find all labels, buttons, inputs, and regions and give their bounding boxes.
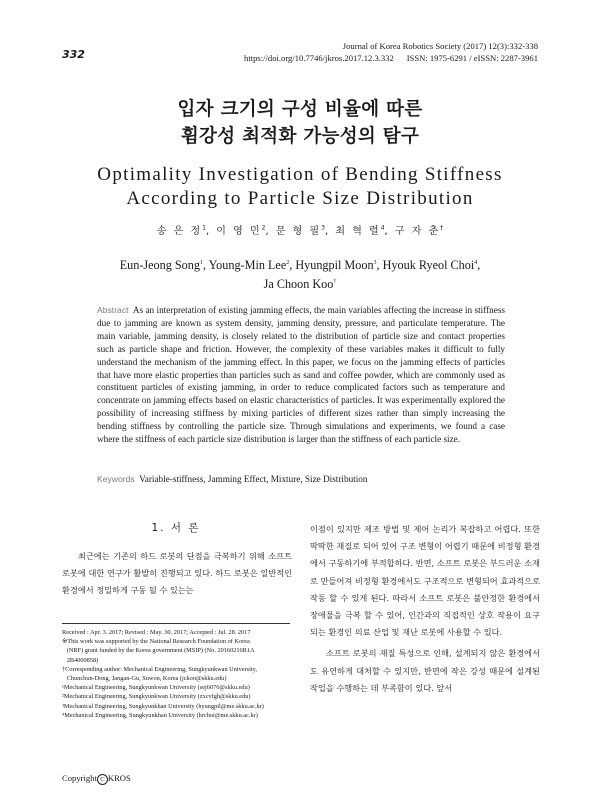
footnote: ※This work was supported by the National Research Foundation of Korea (NRF) grant funded by the Korea government (MSIP) (No. 20160216R1A 2B4009858) bbox=[62, 638, 255, 664]
english-title-line1: Optimality Investigation of Bending Stiffness bbox=[97, 164, 503, 185]
doi-issn-line: https://doi.org/10.7746/jkros.2017.12.3.332 ISSN: 1975-6291 / eISSN: 2287-3961 bbox=[244, 53, 538, 63]
korean-author: 구 자 춘 bbox=[394, 226, 441, 237]
english-author: Hyouk Ryeol Choi bbox=[382, 258, 475, 273]
footnote-divider bbox=[62, 623, 290, 624]
english-title-line2: According to Particle Size Distribution bbox=[126, 188, 474, 209]
keywords bbox=[97, 474, 505, 484]
abstract-text: As an interpretation of existing jamming effects, the main variables affecting the increase in stiffness due to jamming are known as system density, jamming density, pressure, and particulate temperature. The main variable, jamming density, is closely related to the distribution of particle size and contact properties such as particle shape and friction. However, the complexity of these variables makes it difficult to fully understand the mechanism of the jamming effect. In this paper, we focus on the jamming effects of particles that have more elastic properties than particles such as sand and coffee powder, which are commonly used as constituent particles of existing jamming, in order to reduce complicated factors such as temperature and concentrate on jamming effects based on elastic characteristics of particles. It was experimentally explored the possibility of increasing stiffness by mixing particles of different sizes rather than simply increasing the bending stiffness by controlling the particle size. Through simulations and experiments, we found a case where the stiffness of each particle size distribution is larger than the stiffness of each particle size. bbox=[97, 305, 505, 445]
body-paragraph: 소프트 로봇의 재질 특성으로 인해, 설계되지 않은 환경에서도 유연하게 대처할 수 있지만, 반면에 작은 강성 때문에 설계된 작업을 수행하는 데 부족함이 있다. 앞서 bbox=[310, 648, 540, 693]
english-authors: Eun-Jeong Song$^1$, Young-Min Lee$^2$, Hyungpil Moon$^3$, Hyouk Ryeol Choi$^4$, Ja Choon Koo† bbox=[119, 258, 481, 292]
author-affiliation-mark: 4 bbox=[380, 224, 385, 232]
author-affiliation-mark: † bbox=[440, 224, 444, 232]
footnote: ⁴Mechanical Engineering, Sungkyunkhan University (hrchoi@me.skku.ac.kr) bbox=[62, 711, 258, 719]
copyright-icon: C bbox=[97, 774, 108, 785]
english-author: Young-Min Lee bbox=[208, 258, 287, 273]
abstract bbox=[97, 304, 505, 446]
footnote: ²Mechanical Engineering, Sungkyunkwan University (zxcvfgh@skku.edu) bbox=[62, 693, 251, 701]
copyright-prefix: Copyright bbox=[62, 773, 97, 783]
footnote: ³Mechanical Engineering, Sungkyunkhan University (hyungpil@me.skku.ac.kr) bbox=[62, 702, 264, 710]
keywords-text: Variable-stiffness, Jamming Effect, Mixture, Size Distribution bbox=[139, 474, 368, 484]
copyright-holder: KROS bbox=[107, 773, 131, 783]
english-author: Hyungpil Moon bbox=[295, 258, 374, 273]
body-paragraph: 최근에는 기존의 하드 로봇의 단점을 극복하기 위해 소프트 로봇에 대한 연구가 활발히 진행되고 있다. 하드 로봇은 일반적인 환경에서 정밀하게 구동 될 수 있는는 bbox=[62, 551, 292, 596]
author-affiliation-mark: 3 bbox=[373, 260, 377, 266]
author-affiliation-mark: 2 bbox=[286, 260, 290, 266]
right-column-body bbox=[310, 521, 540, 697]
author-affiliation-mark: † bbox=[333, 279, 337, 286]
korean-title-line2: 휨강성 최적화 가능성의 탐구 bbox=[180, 126, 420, 147]
english-title bbox=[0, 163, 600, 211]
journal-citation: Journal of Korea Robotics Society (2017) 12(3):332-338 bbox=[342, 41, 538, 51]
author-affiliation-mark: 1 bbox=[199, 260, 203, 266]
keywords-label: Keywords bbox=[97, 474, 135, 484]
author-affiliation-mark: 2 bbox=[261, 224, 266, 232]
author-affiliation-mark: 4 bbox=[474, 260, 478, 266]
korean-title-line1: 입자 크기의 구성 비율에 따른 bbox=[177, 99, 423, 120]
footnote: ¹Mechanical Engineering, Sungkyunkwan University (sej6076@skku.edu) bbox=[62, 684, 250, 692]
korean-author: 송 은 정 bbox=[156, 226, 203, 237]
copyright-notice bbox=[62, 773, 131, 785]
korean-authors: 송 은 정$^1$, 이 영 민$^2$, 문 형 필$^3$, 최 혁 렬$^4$, 구 자 춘† bbox=[156, 224, 444, 237]
korean-author: 이 영 민 bbox=[216, 226, 262, 237]
english-author: Ja Choon Koo bbox=[263, 277, 334, 292]
footnote: †Corresponding author: Mechanical Engineering, Sungkyunkwan University, Chunchun-Dong, Jangan-Gu, Suwon, Korea (jckoo@skku.edu) bbox=[62, 665, 257, 683]
korean-author: 최 혁 렬 bbox=[335, 226, 381, 237]
korean-title bbox=[0, 96, 600, 150]
footnote: Received : Apr. 3. 2017; Revised : May. 30. 2017; Accepted : Jul. 28. 2017 bbox=[62, 629, 251, 636]
body-paragraph: 이점이 있지만 제조 방법 및 제어 논리가 복잡하고 어렵다. 또한 딱딱한 재질로 되어 있어 구조 변형이 어렵기 때문에 비정형 환경에서 구동하기에 부적합하다. 반면, 소프트 로봇은 부드러운 소재로 만들어져 비정형 환경에서도 구조적으로 변형되어 효과적으로 작동 할 수 있게 된다. 따라서 소프트 로봇은 불안정한 환경에서 장애물을 극복 할 수 있어, 인간과의 직접적인 상호 작용이 요구되는 환경인 의료 산업 및 재난 로봇에 사용할 수 있다. bbox=[310, 524, 540, 638]
author-affiliation-mark: 1 bbox=[202, 224, 206, 232]
journal-info bbox=[244, 40, 538, 64]
section-heading: 1. 서 론 bbox=[151, 522, 201, 534]
korean-author: 문 형 필 bbox=[275, 226, 322, 237]
footnotes bbox=[62, 628, 294, 720]
abstract-label: Abstract bbox=[97, 305, 129, 315]
english-author: Eun-Jeong Song bbox=[119, 258, 200, 273]
author-affiliation-mark: 3 bbox=[321, 224, 325, 232]
page-number: 332 bbox=[62, 48, 85, 61]
left-column-body bbox=[62, 548, 292, 600]
